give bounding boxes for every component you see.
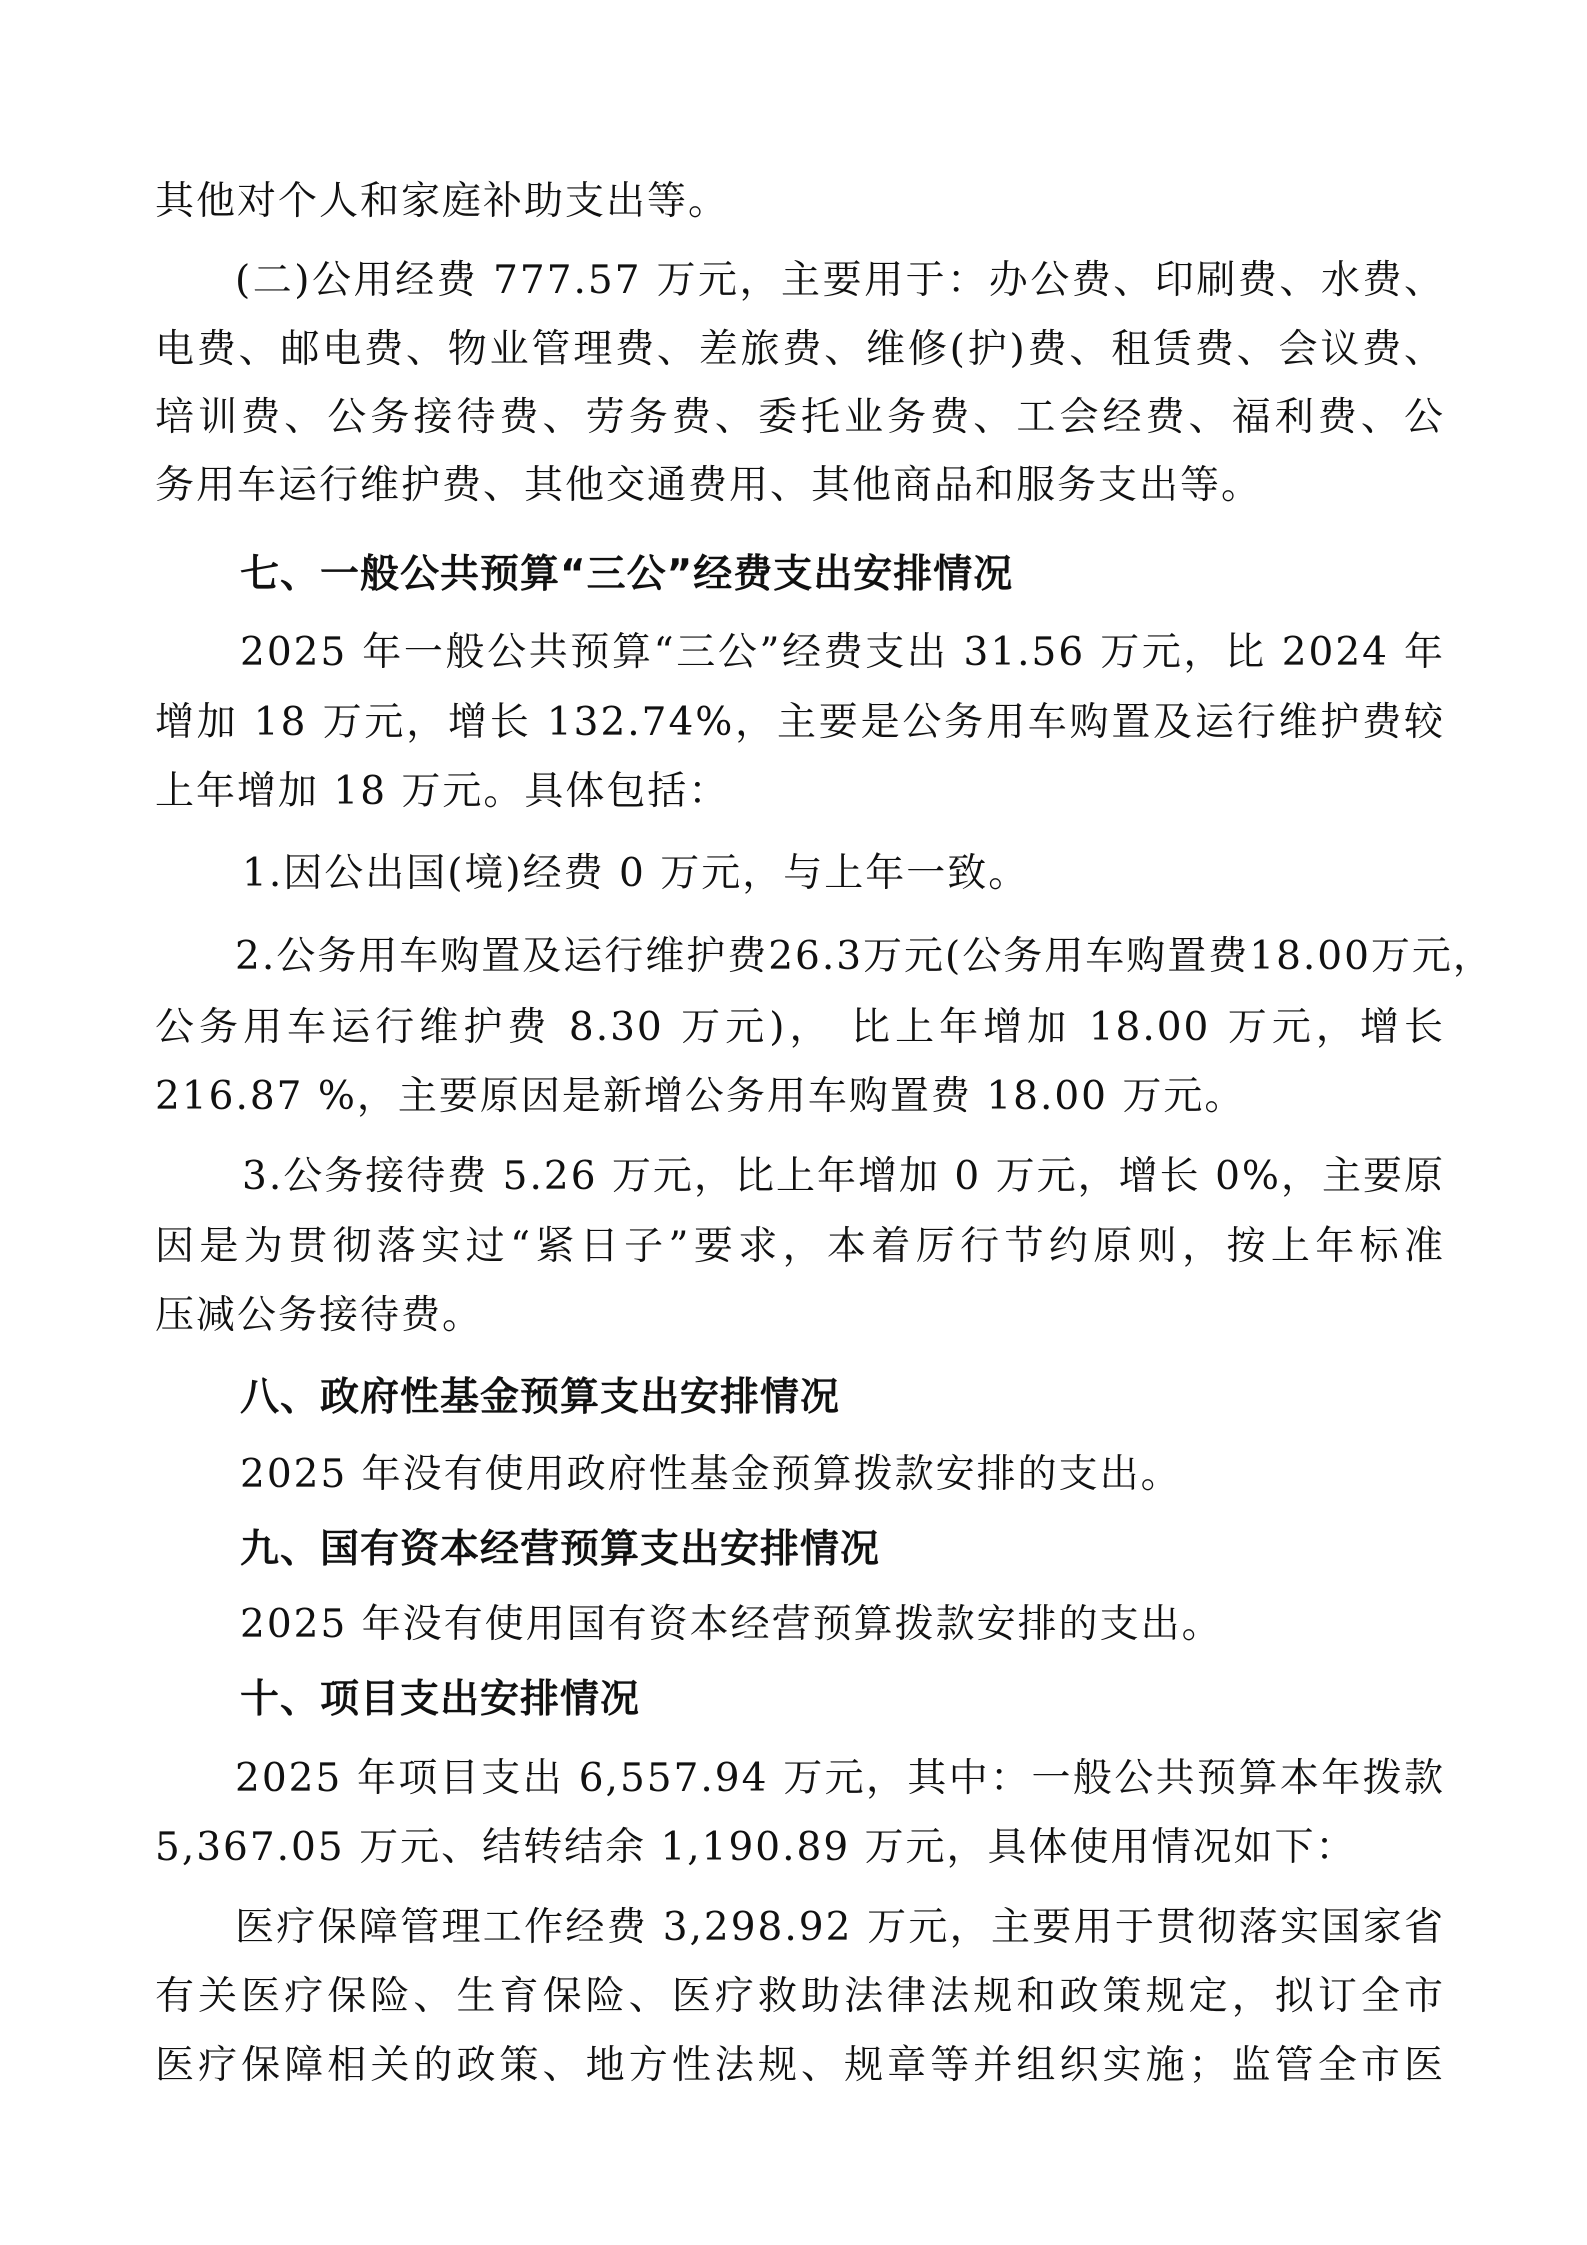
paragraph-line: (二)公用经费 777.57 万元，主要用于：办公费、印刷费、水费、 — [235, 258, 1445, 303]
list-item-1: 1.因公出国(境)经费 0 万元，与上年一致。 — [242, 851, 1030, 896]
paragraph-line: 因是为贯彻落实过“紧日子”要求，本着厉行节约原则，按上年标准 — [155, 1224, 1445, 1269]
paragraph-line: 5,367.05 万元、结转结余 1,190.89 万元，具体使用情况如下： — [155, 1825, 1357, 1870]
paragraph-line: 电费、邮电费、物业管理费、差旅费、维修(护)费、租赁费、会议费、 — [155, 327, 1445, 372]
paragraph-line: 公务用车运行维护费 8.30 万元)， 比上年增加 18.00 万元，增长 — [155, 1005, 1445, 1050]
paragraph-line: 压减公务接待费。 — [155, 1293, 484, 1338]
paragraph-line: 2025 年一般公共预算“三公”经费支出 31.56 万元，比 2024 年 — [240, 630, 1445, 675]
paragraph-line: 务用车运行维护费、其他交通费用、其他商品和服务支出等。 — [155, 463, 1263, 508]
paragraph-line: 医疗保障相关的政策、地方性法规、规章等并组织实施；监管全市医 — [155, 2043, 1445, 2088]
section-heading-9: 九、国有资本经营预算支出安排情况 — [240, 1527, 881, 1572]
section-heading-7: 七、一般公共预算“三公”经费支出安排情况 — [240, 552, 1014, 597]
paragraph-line: 2025 年没有使用政府性基金预算拨款安排的支出。 — [240, 1452, 1182, 1497]
paragraph-line: 2025 年项目支出 6,557.94 万元，其中：一般公共预算本年拨款 — [235, 1756, 1445, 1801]
paragraph-line: 上年增加 18 万元。具体包括： — [155, 769, 730, 814]
list-item-2: 2.公务用车购置及运行维护费26.3万元(公务用车购置费18.00万元， — [235, 934, 1494, 979]
paragraph-line: 医疗保障管理工作经费 3,298.92 万元，主要用于贯彻落实国家省 — [235, 1905, 1445, 1950]
paragraph-line: 培训费、公务接待费、劳务费、委托业务费、工会经费、福利费、公 — [155, 395, 1445, 440]
section-heading-10: 十、项目支出安排情况 — [240, 1677, 641, 1722]
paragraph-line: 有关医疗保险、生育保险、医疗救助法律法规和政策规定，拟订全市 — [155, 1974, 1445, 2019]
paragraph-line: 216.87 %，主要原因是新增公务用车购置费 18.00 万元。 — [155, 1074, 1246, 1119]
paragraph-line: 2025 年没有使用国有资本经营预算拨款安排的支出。 — [240, 1602, 1223, 1647]
list-item-3: 3.公务接待费 5.26 万元，比上年增加 0 万元，增长 0%，主要原 — [242, 1154, 1445, 1199]
section-heading-8: 八、政府性基金预算支出安排情况 — [240, 1375, 841, 1420]
paragraph-line: 增加 18 万元，增长 132.74%，主要是公务用车购置及运行维护费较 — [155, 700, 1445, 745]
paragraph-line: 其他对个人和家庭补助支出等。 — [155, 179, 730, 224]
